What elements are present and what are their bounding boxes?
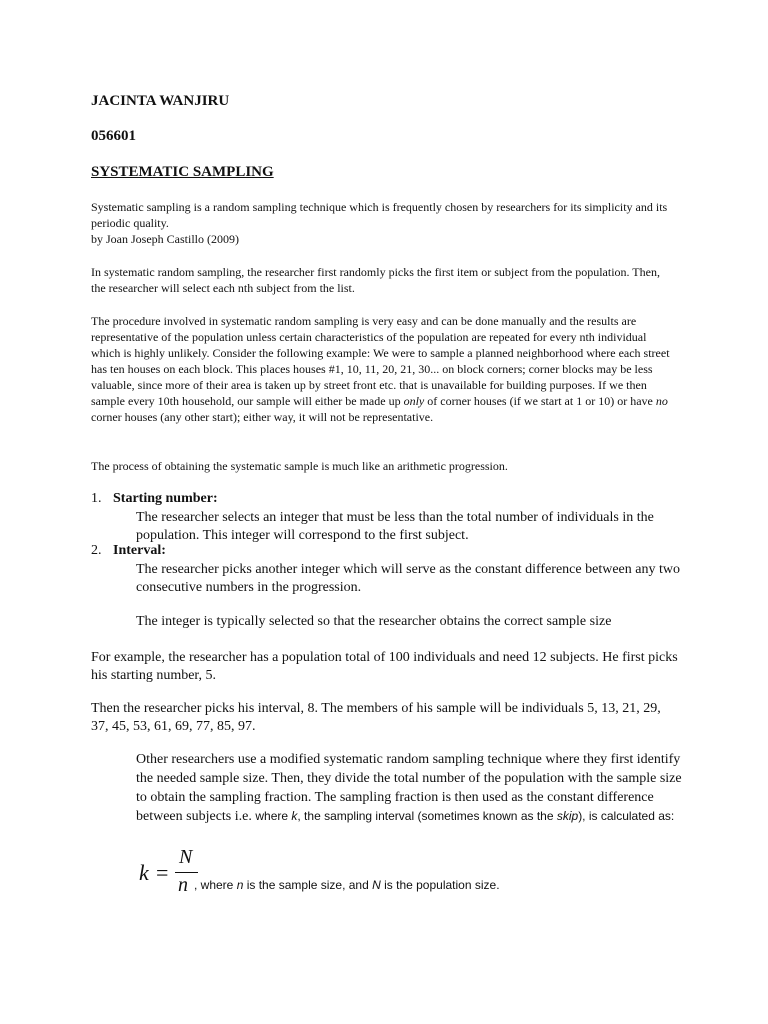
- list-label-interval: Interval:: [113, 543, 166, 558]
- caption-text-a: , where: [194, 878, 237, 892]
- list-item-starting-number: [91, 491, 218, 507]
- list-label-starting-number: Starting number:: [113, 491, 218, 506]
- modified-text-sans-b: , the sampling interval (sometimes known as the: [297, 809, 557, 823]
- document-title: SYSTEMATIC SAMPLING: [91, 164, 274, 180]
- caption-n: n: [236, 878, 244, 892]
- paragraph-example-interval: Then the researcher picks his interval, 8. The members of his sample will be individuals 5, 13, 21, 29, 37, 45, 53, 61, 69, 77, 85, 97.: [91, 701, 661, 734]
- modified-text-sans-c: ), is calculated as:: [578, 809, 675, 823]
- formula-fraction-bar: [175, 872, 198, 873]
- formula-k: k: [139, 860, 149, 885]
- caption-text-b: is the sample size, and: [243, 878, 373, 892]
- list-number-2: 2.: [91, 543, 102, 558]
- caption-text-c: is the population size.: [380, 878, 500, 892]
- procedure-text-b: of corner houses (if we start at 1 or 10) or have: [424, 394, 656, 408]
- list-text-starting-number: The researcher selects an integer that must be less than the total number of individuals in the population. This integer will correspond to the first subject.: [136, 510, 654, 543]
- modified-text-sans-a: where: [255, 809, 292, 823]
- list-item-interval: [91, 543, 166, 559]
- list-text-interval: The researcher picks another integer which will serve as the constant difference between any two consecutive numbers in the progression.: [136, 562, 680, 595]
- paragraph-modified-technique: [136, 750, 691, 826]
- caption-N: N: [372, 878, 381, 892]
- formula-numerator: N: [179, 846, 193, 868]
- intro-definition: Systematic sampling is a random sampling technique which is frequently chosen by researchers for its simplicity and its periodic quality.: [91, 200, 668, 230]
- student-id: 056601: [91, 128, 136, 144]
- list-note-sample-size: The integer is typically selected so that the researcher obtains the correct sample size: [136, 614, 612, 629]
- modified-k: k: [291, 809, 298, 823]
- author-name: JACINTA WANJIRU: [91, 93, 230, 109]
- formula-equals: =: [156, 860, 169, 885]
- formula-caption: [194, 878, 500, 892]
- modified-skip: skip: [556, 809, 579, 823]
- list-number-1: 1.: [91, 491, 102, 506]
- emphasis-no: no: [655, 394, 668, 408]
- procedure-text-c: corner houses (any other start); either way, it will not be representative.: [91, 410, 434, 424]
- formula-denominator: n: [178, 874, 188, 896]
- paragraph-definition: In systematic random sampling, the researcher first randomly picks the first item or subject from the population. Then, the researcher will select each nth subject from the list.: [91, 265, 660, 295]
- paragraph-example-start: For example, the researcher has a population total of 100 individuals and need 12 subjects. He first picks his starting number, 5.: [91, 650, 678, 683]
- paragraph-progression: The process of obtaining the systematic sample is much like an arithmetic progression.: [91, 459, 508, 473]
- intro-citation: by Joan Joseph Castillo (2009): [91, 232, 239, 246]
- intro-paragraph: [91, 199, 671, 247]
- emphasis-only: only: [403, 394, 425, 408]
- paragraph-procedure: [91, 313, 671, 425]
- modified-text-serif: Other researchers use a modified systematic random sampling technique where they first identify the needed sample size. Then, they divide the total number of the population with the sample size to obtain the sampling fraction. The sampling fraction is then used as the constant difference between subjects i.e.: [136, 752, 682, 824]
- procedure-text-a: The procedure involved in systematic random sampling is very easy and can be done manually and the results are representative of the population unless certain characteristics of the population are repeated for every nth individual which is highly unlikely. Consider the following example: We were to sample a planned neighborhood where each street has ten houses on each block. This places houses #1, 10, 11, 20, 21, 30... on block corners; corner blocks may be less valuable, since more of their area is taken up by street front etc. that is unavailable for building purposes. If we then sample every 10th household, our sample will either be made up: [91, 314, 670, 408]
